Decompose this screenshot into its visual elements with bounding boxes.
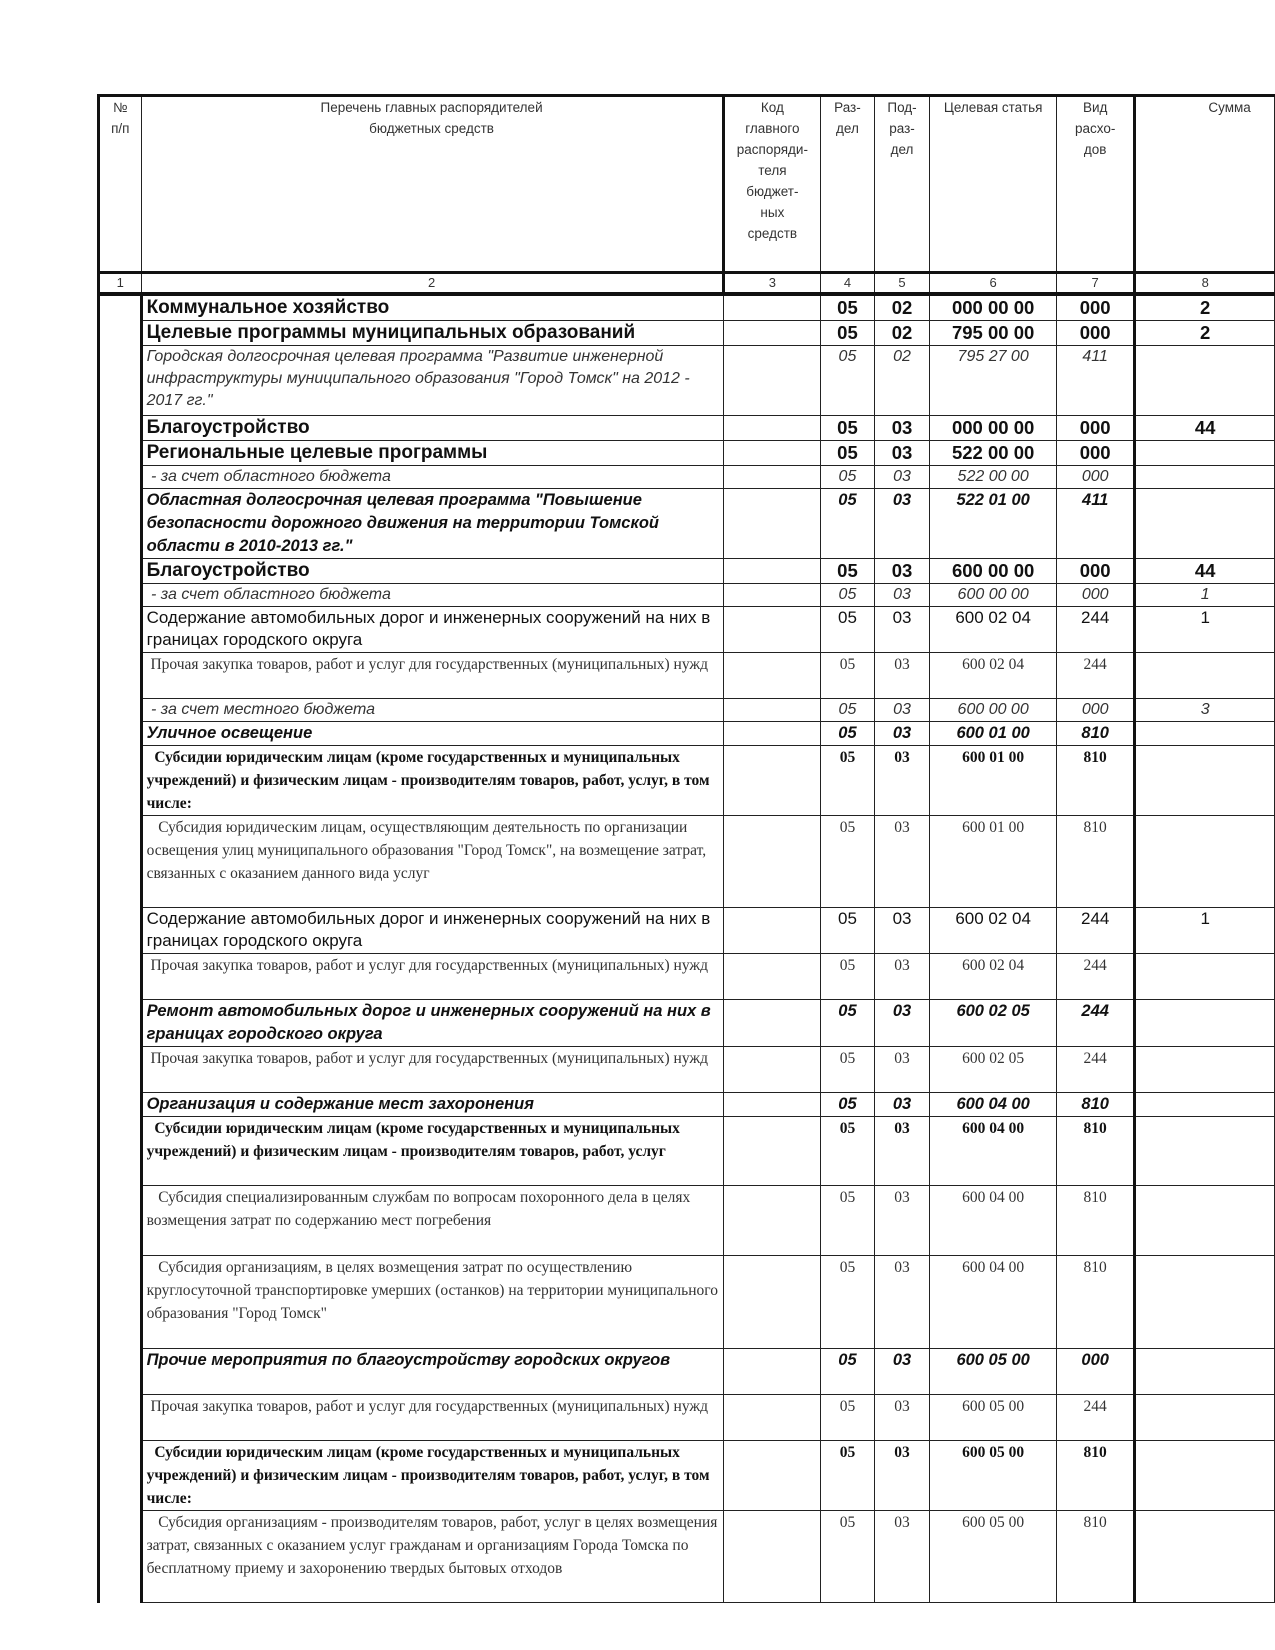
row-target-cell: 600 02 04 [930, 653, 1057, 699]
column-number: 2 [141, 273, 723, 295]
budget-table [97, 94, 1275, 1603]
row-number-cell [99, 1511, 142, 1603]
table-row [99, 489, 1275, 559]
row-code-cell [723, 1093, 821, 1117]
table-row [99, 1441, 1275, 1511]
row-sum-cell: 44 [1135, 416, 1275, 441]
row-podrazdel-cell: 03 [874, 1093, 930, 1117]
table-header-row [99, 96, 1275, 273]
row-podrazdel-cell: 03 [874, 441, 930, 466]
row-code-cell [723, 746, 821, 816]
row-sum-cell: 2 [1135, 294, 1275, 321]
row-podrazdel-cell: 03 [874, 908, 930, 954]
row-name-cell: Прочие мероприятия по благоустройству городских округов [141, 1349, 723, 1395]
table-row [99, 1349, 1275, 1395]
row-razdel-cell: 05 [821, 653, 875, 699]
row-sum-cell [1135, 466, 1275, 489]
table-row [99, 1093, 1275, 1117]
header-cell-podrazdel: Под- раз- дел [874, 96, 930, 273]
row-razdel-cell: 05 [821, 1511, 875, 1603]
row-name-cell: Субсидии юридическим лицам (кроме государственных и муниципальных учреждений) и физическим лицам - производителям товаров, работ, услуг, в том числе: [141, 1441, 723, 1511]
table-row [99, 699, 1275, 722]
row-number-cell [99, 908, 142, 954]
table-row [99, 746, 1275, 816]
row-target-cell: 600 05 00 [930, 1395, 1057, 1441]
row-code-cell [723, 294, 821, 321]
row-razdel-cell: 05 [821, 1395, 875, 1441]
row-name-cell: Коммунальное хозяйство [141, 294, 723, 321]
row-razdel-cell: 05 [821, 954, 875, 1000]
row-vid-cell: 244 [1056, 1395, 1134, 1441]
row-number-cell [99, 416, 142, 441]
row-podrazdel-cell: 03 [874, 699, 930, 722]
row-target-cell: 795 27 00 [930, 346, 1057, 416]
table-row [99, 321, 1275, 346]
row-number-cell [99, 1186, 142, 1256]
row-code-cell [723, 1511, 821, 1603]
row-number-cell [99, 699, 142, 722]
row-podrazdel-cell: 03 [874, 722, 930, 746]
row-number-cell [99, 1395, 142, 1441]
row-podrazdel-cell: 03 [874, 584, 930, 607]
header-cell-code: Код главного распоряди- теля бюджет- ных средств [723, 96, 821, 273]
table-row [99, 722, 1275, 746]
row-sum-cell [1135, 441, 1275, 466]
row-razdel-cell: 05 [821, 1441, 875, 1511]
row-razdel-cell: 05 [821, 1186, 875, 1256]
row-name-cell: Субсидия организациям, в целях возмещения затрат по осуществлению круглосуточной транспортировке умерших (останков) на территории муниципального образования "Город Томск" [141, 1256, 723, 1349]
row-target-cell: 000 00 00 [930, 294, 1057, 321]
row-podrazdel-cell: 03 [874, 816, 930, 908]
row-sum-cell [1135, 1186, 1275, 1256]
row-name-cell: Областная долгосрочная целевая программа "Повышение безопасности дорожного движения на территории Томской области в 2010-2013 гг." [141, 489, 723, 559]
row-name-cell: Благоустройство [141, 559, 723, 584]
row-sum-cell: 1 [1135, 607, 1275, 653]
table-row [99, 559, 1275, 584]
row-podrazdel-cell: 03 [874, 1047, 930, 1093]
row-sum-cell [1135, 1093, 1275, 1117]
row-podrazdel-cell: 03 [874, 1186, 930, 1256]
row-podrazdel-cell: 03 [874, 489, 930, 559]
row-podrazdel-cell: 03 [874, 559, 930, 584]
column-number: 7 [1056, 273, 1134, 295]
row-number-cell [99, 489, 142, 559]
row-number-cell [99, 1093, 142, 1117]
row-vid-cell: 810 [1056, 1117, 1134, 1186]
table-row [99, 607, 1275, 653]
row-podrazdel-cell: 03 [874, 607, 930, 653]
row-target-cell: 600 05 00 [930, 1511, 1057, 1603]
row-podrazdel-cell: 03 [874, 1511, 930, 1603]
row-target-cell: 600 04 00 [930, 1186, 1057, 1256]
row-razdel-cell: 05 [821, 908, 875, 954]
row-razdel-cell: 05 [821, 1000, 875, 1047]
table-row [99, 584, 1275, 607]
row-vid-cell: 000 [1056, 559, 1134, 584]
row-name-cell: Благоустройство [141, 416, 723, 441]
row-code-cell [723, 1256, 821, 1349]
row-razdel-cell: 05 [821, 584, 875, 607]
row-sum-cell [1135, 954, 1275, 1000]
column-number: 4 [821, 273, 875, 295]
row-vid-cell: 411 [1056, 346, 1134, 416]
table-row [99, 466, 1275, 489]
row-code-cell [723, 441, 821, 466]
row-sum-cell [1135, 1256, 1275, 1349]
row-sum-cell: 3 [1135, 699, 1275, 722]
row-name-cell: Прочая закупка товаров, работ и услуг для государственных (муниципальных) нужд [141, 1047, 723, 1093]
row-name-cell: Организация и содержание мест захоронения [141, 1093, 723, 1117]
row-name-cell: Субсидии юридическим лицам (кроме государственных и муниципальных учреждений) и физическим лицам - производителям товаров, работ, услуг [141, 1117, 723, 1186]
row-vid-cell: 000 [1056, 321, 1134, 346]
row-target-cell: 522 00 00 [930, 466, 1057, 489]
row-vid-cell: 244 [1056, 1047, 1134, 1093]
row-razdel-cell: 05 [821, 722, 875, 746]
header-cell-number: № п/п [99, 96, 142, 273]
row-razdel-cell: 05 [821, 466, 875, 489]
row-target-cell: 795 00 00 [930, 321, 1057, 346]
row-razdel-cell: 05 [821, 559, 875, 584]
row-code-cell [723, 1000, 821, 1047]
row-razdel-cell: 05 [821, 746, 875, 816]
row-razdel-cell: 05 [821, 1093, 875, 1117]
row-name-cell: Субсидии юридическим лицам (кроме государственных и муниципальных учреждений) и физическим лицам - производителям товаров, работ, услуг, в том числе: [141, 746, 723, 816]
table-row [99, 294, 1275, 321]
row-podrazdel-cell: 03 [874, 1395, 930, 1441]
table-row [99, 1117, 1275, 1186]
row-code-cell [723, 559, 821, 584]
row-podrazdel-cell: 03 [874, 746, 930, 816]
row-number-cell [99, 1349, 142, 1395]
table-row [99, 954, 1275, 1000]
row-number-cell [99, 294, 142, 321]
column-number: 6 [930, 273, 1057, 295]
row-number-cell [99, 321, 142, 346]
row-code-cell [723, 1186, 821, 1256]
row-name-cell: - за счет областного бюджета [141, 466, 723, 489]
row-number-cell [99, 1256, 142, 1349]
row-number-cell [99, 1441, 142, 1511]
row-number-cell [99, 1117, 142, 1186]
row-vid-cell: 810 [1056, 1511, 1134, 1603]
header-cell-razdel: Раз- дел [821, 96, 875, 273]
row-sum-cell [1135, 653, 1275, 699]
table-row [99, 908, 1275, 954]
row-razdel-cell: 05 [821, 441, 875, 466]
row-podrazdel-cell: 03 [874, 466, 930, 489]
row-vid-cell: 810 [1056, 722, 1134, 746]
row-target-cell: 600 02 04 [930, 908, 1057, 954]
row-podrazdel-cell: 02 [874, 321, 930, 346]
table-row [99, 1047, 1275, 1093]
row-code-cell [723, 1395, 821, 1441]
row-code-cell [723, 722, 821, 746]
row-number-cell [99, 1047, 142, 1093]
row-target-cell: 600 00 00 [930, 584, 1057, 607]
row-target-cell: 600 05 00 [930, 1349, 1057, 1395]
row-sum-cell [1135, 1349, 1275, 1395]
row-code-cell [723, 416, 821, 441]
row-razdel-cell: 05 [821, 1117, 875, 1186]
row-name-cell: - за счет областного бюджета [141, 584, 723, 607]
row-vid-cell: 000 [1056, 294, 1134, 321]
row-vid-cell: 000 [1056, 584, 1134, 607]
row-number-cell [99, 466, 142, 489]
row-target-cell: 600 00 00 [930, 699, 1057, 722]
row-vid-cell: 000 [1056, 466, 1134, 489]
row-code-cell [723, 466, 821, 489]
row-code-cell [723, 489, 821, 559]
row-number-cell [99, 559, 142, 584]
row-sum-cell [1135, 1117, 1275, 1186]
row-code-cell [723, 1117, 821, 1186]
row-vid-cell: 244 [1056, 607, 1134, 653]
row-name-cell: Субсидия организациям - производителям товаров, работ, услуг в целях возмещения затрат, связанных с оказанием услуг гражданам и организациям Города Томска по бесплатному приему и захоронению твердых бытовых отходов [141, 1511, 723, 1603]
row-sum-cell [1135, 816, 1275, 908]
row-number-cell [99, 584, 142, 607]
row-name-cell: Субсидия специализированным службам по вопросам похоронного дела в целях возмещения затрат по содержанию мест погребения [141, 1186, 723, 1256]
row-name-cell: - за счет местного бюджета [141, 699, 723, 722]
row-sum-cell: 1 [1135, 584, 1275, 607]
column-number: 3 [723, 273, 821, 295]
column-number: 1 [99, 273, 142, 295]
row-name-cell: Региональные целевые программы [141, 441, 723, 466]
row-sum-cell [1135, 722, 1275, 746]
row-number-cell [99, 746, 142, 816]
table-body [99, 294, 1275, 1603]
row-podrazdel-cell: 03 [874, 1117, 930, 1186]
row-vid-cell: 000 [1056, 1349, 1134, 1395]
row-code-cell [723, 321, 821, 346]
row-razdel-cell: 05 [821, 816, 875, 908]
row-number-cell [99, 653, 142, 699]
row-target-cell: 600 05 00 [930, 1441, 1057, 1511]
row-name-cell: Городская долгосрочная целевая программа "Развитие инженерной инфраструктуры муниципального образования "Город Томск" на 2012 - 2017 гг." [141, 346, 723, 416]
row-code-cell [723, 346, 821, 416]
row-code-cell [723, 699, 821, 722]
row-vid-cell: 810 [1056, 746, 1134, 816]
table-row [99, 816, 1275, 908]
row-sum-cell [1135, 1511, 1275, 1603]
table-row [99, 416, 1275, 441]
row-podrazdel-cell: 03 [874, 954, 930, 1000]
row-number-cell [99, 722, 142, 746]
row-target-cell: 600 01 00 [930, 746, 1057, 816]
row-podrazdel-cell: 03 [874, 1349, 930, 1395]
row-name-cell: Прочая закупка товаров, работ и услуг для государственных (муниципальных) нужд [141, 954, 723, 1000]
row-razdel-cell: 05 [821, 416, 875, 441]
column-number: 8 [1135, 273, 1275, 295]
table-row [99, 441, 1275, 466]
table-row [99, 1511, 1275, 1603]
table-row [99, 1395, 1275, 1441]
row-target-cell: 600 01 00 [930, 816, 1057, 908]
row-code-cell [723, 908, 821, 954]
row-podrazdel-cell: 03 [874, 1000, 930, 1047]
header-cell-name: Перечень главных распорядителей бюджетных средств [141, 96, 723, 273]
row-code-cell [723, 653, 821, 699]
row-name-cell: Уличное освещение [141, 722, 723, 746]
row-podrazdel-cell: 02 [874, 346, 930, 416]
row-code-cell [723, 1047, 821, 1093]
row-razdel-cell: 05 [821, 1349, 875, 1395]
header-cell-vid: Вид расхо- дов [1056, 96, 1134, 273]
row-sum-cell [1135, 1395, 1275, 1441]
row-vid-cell: 411 [1056, 489, 1134, 559]
row-code-cell [723, 607, 821, 653]
row-vid-cell: 810 [1056, 1441, 1134, 1511]
row-razdel-cell: 05 [821, 321, 875, 346]
row-sum-cell [1135, 346, 1275, 416]
row-number-cell [99, 346, 142, 416]
row-target-cell: 600 04 00 [930, 1093, 1057, 1117]
row-name-cell: Субсидия юридическим лицам, осуществляющим деятельность по организации освещения улиц муниципального образования "Город Томск", на возмещение затрат, связанных с оказанием данного вида услуг [141, 816, 723, 908]
row-razdel-cell: 05 [821, 294, 875, 321]
row-vid-cell: 810 [1056, 1256, 1134, 1349]
header-cell-target: Целевая статья [930, 96, 1057, 273]
row-sum-cell [1135, 489, 1275, 559]
row-target-cell: 600 02 05 [930, 1000, 1057, 1047]
row-target-cell: 600 02 04 [930, 954, 1057, 1000]
row-code-cell [723, 584, 821, 607]
header-cell-sum: Сумма [1135, 96, 1275, 273]
table-row [99, 653, 1275, 699]
row-vid-cell: 244 [1056, 653, 1134, 699]
row-vid-cell: 810 [1056, 816, 1134, 908]
row-sum-cell: 2 [1135, 321, 1275, 346]
row-podrazdel-cell: 03 [874, 416, 930, 441]
table-row [99, 1186, 1275, 1256]
row-razdel-cell: 05 [821, 489, 875, 559]
row-sum-cell [1135, 1047, 1275, 1093]
row-target-cell: 600 04 00 [930, 1117, 1057, 1186]
row-name-cell: Содержание автомобильных дорог и инженерных сооружений на них в границах городского округа [141, 908, 723, 954]
row-name-cell: Целевые программы муниципальных образований [141, 321, 723, 346]
row-sum-cell [1135, 746, 1275, 816]
row-razdel-cell: 05 [821, 1256, 875, 1349]
row-target-cell: 600 01 00 [930, 722, 1057, 746]
row-sum-cell [1135, 1000, 1275, 1047]
row-target-cell: 600 02 05 [930, 1047, 1057, 1093]
row-number-cell [99, 1000, 142, 1047]
row-number-cell [99, 441, 142, 466]
column-number-row [99, 273, 1275, 295]
table-row [99, 1256, 1275, 1349]
row-sum-cell [1135, 1441, 1275, 1511]
row-podrazdel-cell: 03 [874, 1256, 930, 1349]
row-podrazdel-cell: 02 [874, 294, 930, 321]
row-razdel-cell: 05 [821, 1047, 875, 1093]
row-target-cell: 600 00 00 [930, 559, 1057, 584]
row-name-cell: Содержание автомобильных дорог и инженерных сооружений на них в границах городского округа [141, 607, 723, 653]
row-number-cell [99, 954, 142, 1000]
row-name-cell: Прочая закупка товаров, работ и услуг для государственных (муниципальных) нужд [141, 653, 723, 699]
row-razdel-cell: 05 [821, 699, 875, 722]
row-target-cell: 522 01 00 [930, 489, 1057, 559]
row-target-cell: 600 02 04 [930, 607, 1057, 653]
row-podrazdel-cell: 03 [874, 1441, 930, 1511]
row-razdel-cell: 05 [821, 607, 875, 653]
row-vid-cell: 244 [1056, 1000, 1134, 1047]
row-vid-cell: 000 [1056, 441, 1134, 466]
row-target-cell: 000 00 00 [930, 416, 1057, 441]
row-vid-cell: 810 [1056, 1093, 1134, 1117]
row-vid-cell: 244 [1056, 908, 1134, 954]
row-name-cell: Ремонт автомобильных дорог и инженерных сооружений на них в границах городского округа [141, 1000, 723, 1047]
row-code-cell [723, 1349, 821, 1395]
row-sum-cell: 44 [1135, 559, 1275, 584]
row-podrazdel-cell: 03 [874, 653, 930, 699]
row-target-cell: 600 04 00 [930, 1256, 1057, 1349]
row-vid-cell: 000 [1056, 416, 1134, 441]
row-code-cell [723, 954, 821, 1000]
row-target-cell: 522 00 00 [930, 441, 1057, 466]
table-row [99, 346, 1275, 416]
column-number: 5 [874, 273, 930, 295]
row-vid-cell: 810 [1056, 1186, 1134, 1256]
row-vid-cell: 000 [1056, 699, 1134, 722]
row-vid-cell: 244 [1056, 954, 1134, 1000]
table-row [99, 1000, 1275, 1047]
row-number-cell [99, 816, 142, 908]
row-number-cell [99, 607, 142, 653]
row-name-cell: Прочая закупка товаров, работ и услуг для государственных (муниципальных) нужд [141, 1395, 723, 1441]
row-sum-cell: 1 [1135, 908, 1275, 954]
row-code-cell [723, 1441, 821, 1511]
row-razdel-cell: 05 [821, 346, 875, 416]
row-code-cell [723, 816, 821, 908]
